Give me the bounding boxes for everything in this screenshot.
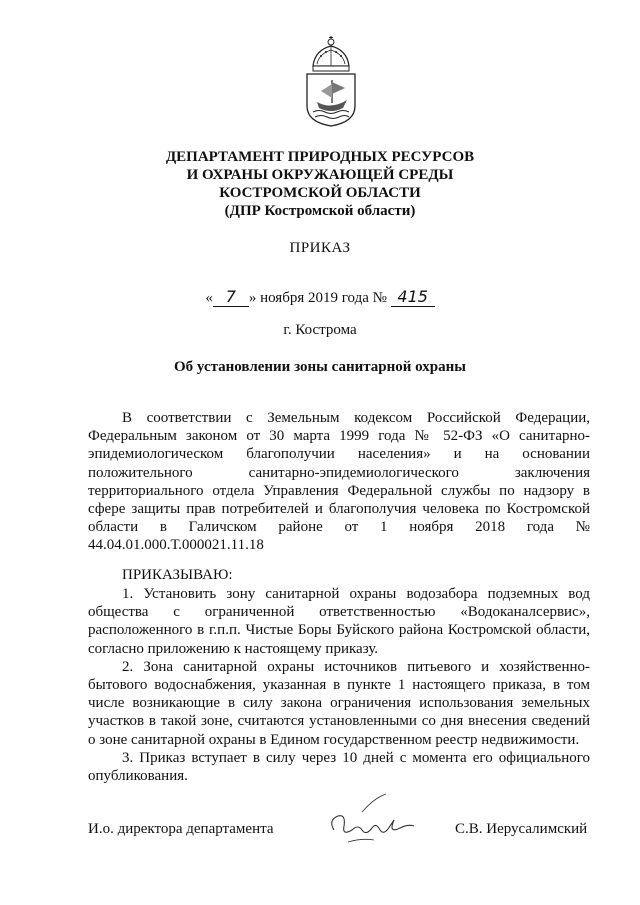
order-items [88,585,590,785]
order-item-3: 3. Приказ вступает в силу через 10 дней с момента его официального опубликования. [88,749,590,785]
order-date-line [0,287,640,307]
order-day: 7 [213,287,249,307]
signer-position: И.о. директора департамента [88,821,274,837]
order-number: 415 [391,287,435,307]
order-title: ПРИКАЗ [289,240,351,256]
handwritten-signature [322,790,422,850]
date-quote-open: « [205,290,213,306]
order-date-text: ноября 2019 года № [260,290,387,306]
signer-name: С.В. Иерусалимский [455,821,588,837]
department-name-line-2: И ОХРАНЫ ОКРУЖАЮЩЕЙ СРЕДЫ [186,167,454,183]
order-item-2: 2. Зона санитарной охраны источников питьевого и хозяйственно-бытового водоснабжения, указанная в пункте 1 настоящего приказа, в том числе возникающие в силу закона ограничения использования земельных участков в такой зоне, считаются установленными со дня внесения сведений о зоне санитарной охраны в Едином государственном реестр недвижимости. [88,658,590,748]
directive-heading: ПРИКАЗЫВАЮ: [122,567,233,583]
department-abbreviation: (ДПР Костромской области) [224,203,416,219]
department-name-line-1: ДЕПАРТАМЕНТ ПРИРОДНЫХ РЕСУРСОВ [165,149,475,165]
order-item-1: 1. Установить зону санитарной охраны водозабора подземных вод общества с ограниченной ответственностью «Водоканалсервис», расположенного в г.п.п. Чистые Боры Буйского района Костромской области, согласно приложению к настоящему приказу. [88,586,590,657]
coat-of-arms-emblem [299,36,363,128]
order-subject: Об установлении зоны санитарной охраны [173,359,466,375]
preamble-paragraph [88,409,590,555]
order-city: г. Кострома [283,322,357,338]
department-name-line-3: КОСТРОМСКОЙ ОБЛАСТИ [219,185,421,201]
preamble-text: В соответствии с Земельным кодексом Российской Федерации, Федеральным законом от 30 марта 1999 года № 52-ФЗ «О санитарно-эпидемиологическом благополучии населения» и на основании положительного санитарно-эпидемиологического заключения территориального отдела Управления Федеральной службы по надзору в сфере защиты прав потребителей и благополучия человека по Костромской области в Галичском районе от 1 ноября 2018 года № 44.04.01.000.Т.000021.11.18 [88,410,590,554]
date-quote-close: » [248,290,257,306]
department-header [0,148,640,220]
